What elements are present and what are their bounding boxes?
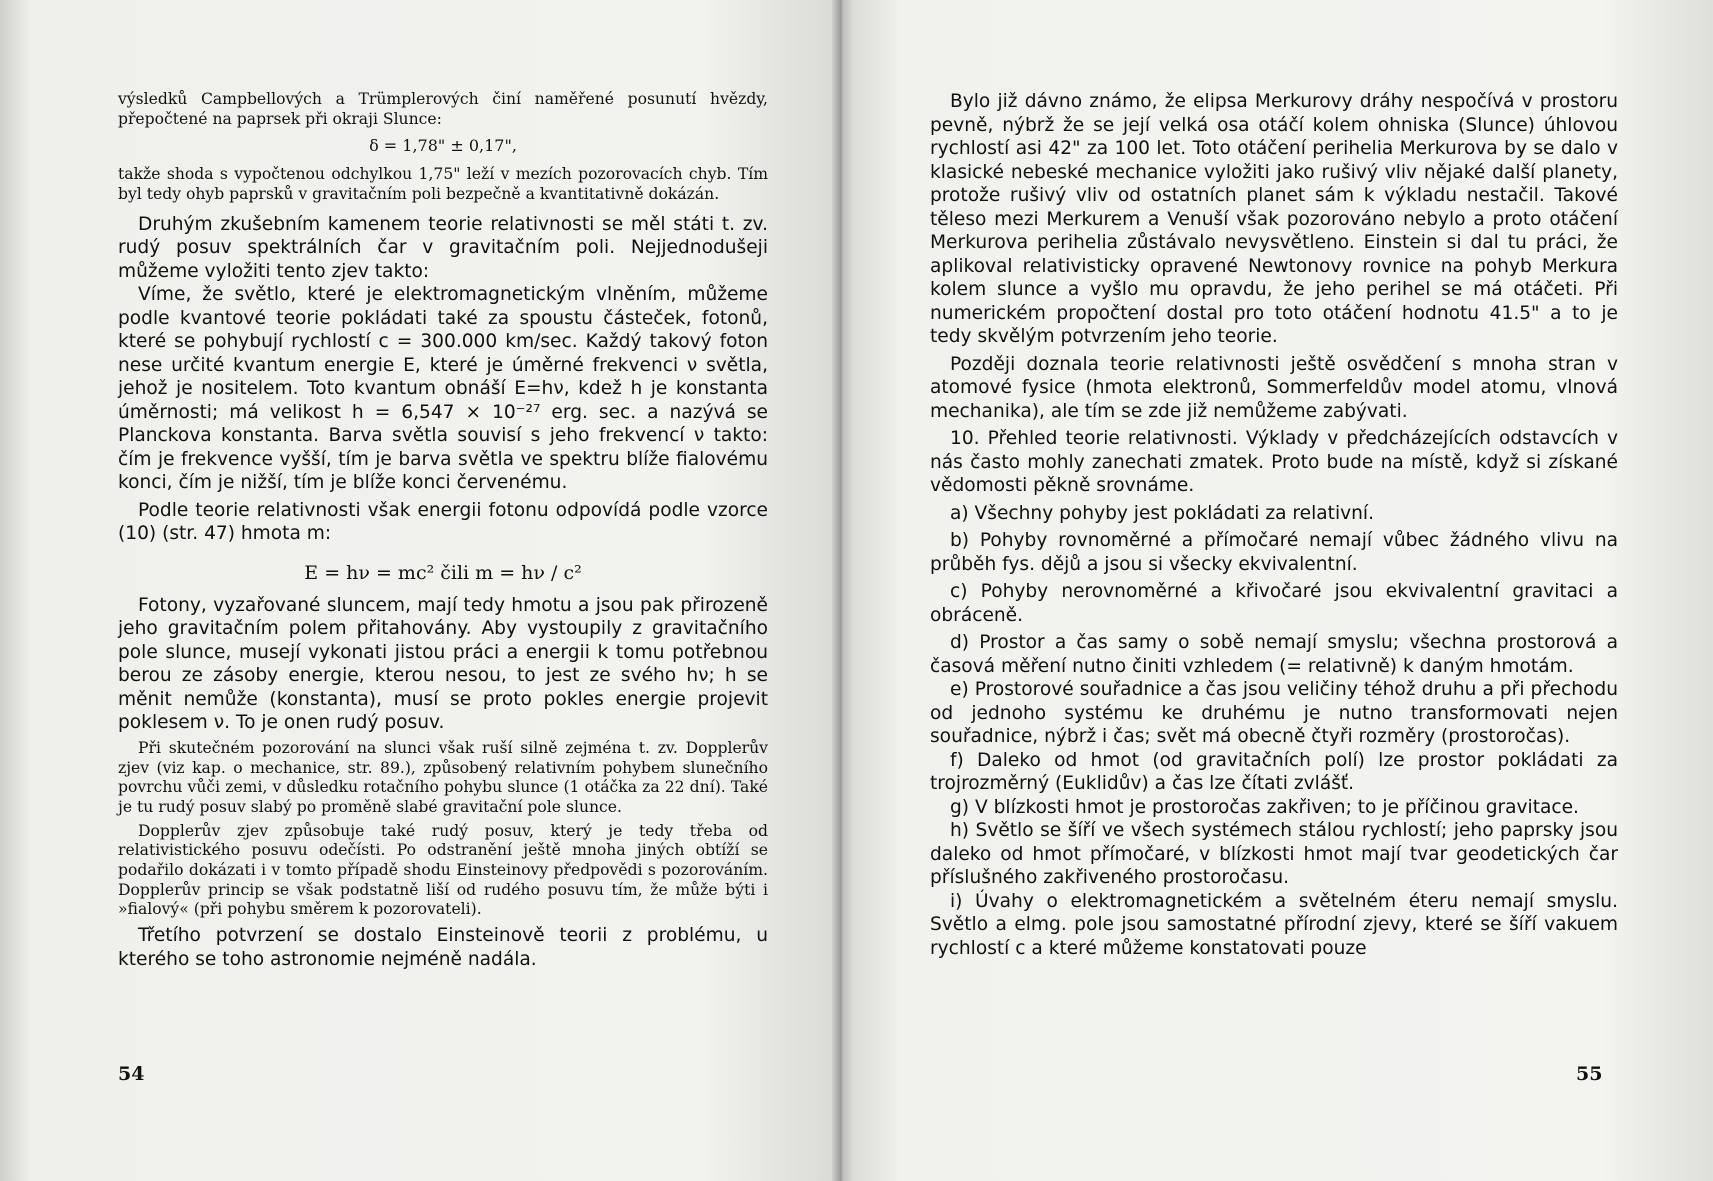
- list-item: f) Daleko od hmot (od gravitačních polí) lze prostor pokládati za trojrozměrný (Euklidův) a čas lze čítati zvlášť.: [930, 749, 1618, 794]
- list-item: a) Všechny pohyby jest pokládati za relativní.: [950, 502, 1374, 524]
- page-number: 54: [118, 1063, 145, 1085]
- right-page: [842, 0, 1713, 1181]
- formula: E = hν = mc² čili m = hν / c²: [304, 561, 582, 584]
- list-item: c) Pohyby nerovnoměrné a křivočaré jsou ekvivalentní gravitaci a obráceně.: [930, 581, 1618, 626]
- left-page-text: [118, 90, 768, 971]
- paragraph: Třetího potvrzení se dostalo Einsteinově teorii z problému, u kterého se toho astronomie nejméně nadála.: [118, 925, 768, 970]
- paragraph: takže shoda s vypočtenou odchylkou 1,75" leží v mezích pozorovacích chyb. Tím byl tedy ohyb paprsků v gravitačním poli bezpečně a kvantitativně dokázán.: [118, 165, 768, 204]
- list-item: i) Úvahy o elektromagnetickém a světelném éteru nemají smyslu. Světlo a elmg. pole jsou samostatné přírodní zjevy, které se šíří vakuem rychlostí c a které můžeme konstatovati pouze: [930, 890, 1618, 959]
- book-gutter: [832, 0, 852, 1181]
- paragraph: Druhým zkušebním kamenem teorie relativnosti se měl státi t. zv. rudý posuv spektrálních čar v gravitačním poli. Nejjednodušeji můžeme vyložiti tento zjev takto:: [118, 213, 768, 282]
- paragraph: Víme, že světlo, které je elektromagnetickým vlněním, můžeme podle kvantové teorie pokládati také za spoustu částeček, fotonů, které se pohybují rychlostí c = 300.000 km/sec. Každý takový foton nese určité kvantum energie E, které je úměrné frekvenci ν světla, jehož je nositelem. Toto kvantum obnáší E=hν, kdež h je konstanta úměrnosti; má velikost h = 6,547 × 10⁻²⁷ erg. sec. a nazývá se Planckova konstanta. Barva světla souvisí s jeho frekvencí ν takto: čím je frekvence vyšší, tím je barva světla ve spektru blíže fialovému konci, čím je nižší, tím je blíže konci červenému.: [118, 284, 768, 494]
- section-heading-paragraph: 10. Přehled teorie relativnosti. Výklady v předcházejících odstavcích v nás často mohly zanechati zmatek. Proto bude na místě, když si získané vědomosti pěkně srovnáme.: [930, 428, 1618, 496]
- paragraph: Fotony, vyzařované sluncem, mají tedy hmotu a jsou pak přirozeně jeho gravitačním polem přitahovány. Aby vystoupily z gravitačního pole slunce, musejí vykonati jistou práci a energii k tomu potřebnou berou ze zásoby energie, kterou nesou, to jest ze svého hν; h se měnit nemůže (konstanta), musí se proto pokles energie projevit poklesem ν. To je onen rudý posuv.: [118, 594, 768, 734]
- paragraph: Podle teorie relativnosti však energii fotonu odpovídá podle vzorce (10) (str. 47) hmota m:: [118, 499, 768, 545]
- paragraph: Dopplerův zjev způsobuje také rudý posuv, který je tedy třeba od relativistického posuvu odečísti. Po odstranění ještě mnoha jiných obtíží se podařilo dokázati i v tomto případě shodu Einsteinovy předpovědi s pozorováním. Dopplerův princip se však podstatně liší od rudého posuvu tím, že může býti i »fialový« (při pohybu směrem k pozorovateli).: [118, 821, 768, 919]
- formula: δ = 1,78" ± 0,17",: [369, 136, 517, 156]
- page-number: 55: [1576, 1063, 1603, 1085]
- list-item: h) Světlo se šíří ve všech systémech stálou rychlostí; jeho paprsky jsou daleko od hmot přímočaré, v blízkosti hmot mají tvar geodetických čar příslušného zakřiveného prostoročasu.: [930, 820, 1618, 888]
- list-item: g) V blízkosti hmot je prostoročas zakřiven; to je příčinou gravitace.: [950, 796, 1579, 818]
- paragraph: Při skutečném pozorování na slunci však ruší silně zejména t. zv. Dopplerův zjev (viz kap. o mechanice, str. 89.), způsobený relativním pohybem slunečního povrchu vůči zemi, v důsledku rotačního pohybu slunce (1 otáčka za 22 dní). Také je tu rudý posuv slabý po proměně slabé gravitační pole slunce.: [118, 738, 768, 816]
- left-page: [0, 0, 842, 1181]
- right-page-text: [930, 90, 1618, 960]
- list-item: d) Prostor a čas samy o sobě nemají smyslu; všechna prostorová a časová měření nutno činiti vzhledem (= relativně) k daným hmotám.: [930, 632, 1618, 677]
- paragraph: Bylo již dávno známo, že elipsa Merkurovy dráhy nespočívá v prostoru pevně, nýbrž že se její velká osa otáčí kolem ohniska (Slunce) úhlovou rychlostí asi 42" za 100 let. Toto otáčení perihelia Merkurova by se dalo v klasické nebeské mechanice vyložiti jako rušivý vliv nějaké další planety, protože rušivý vliv od ostatních planet sám k výkladu nestačil. Takové těleso mezi Merkurem a Venuší však pozorováno nebylo a proto otáčení Merkurova perihelia zůstávalo nevysvětleno. Einstein si dal tu práci, že aplikoval relativisticky opravené Newtonovy rovnice na pohyb Merkura kolem slunce a vyšlo mu opravdu, že jeho perihel se má otáčeti. Při numerickém propočtení dostal pro toto otáčení hodnotu 41.5" a to je tedy skvělým potvrzením jeho teorie.: [930, 91, 1618, 347]
- paragraph: výsledků Campbellových a Trümplerových činí naměřené posunutí hvězdy, přepočtené na paprsek při okraji Slunce:: [118, 90, 768, 128]
- list-item: e) Prostorové souřadnice a čas jsou veličiny téhož druhu a při přechodu od jednoho systému ke druhému je nutno transformovati nejen souřadnice, nýbrž i čas; svět má obecně čtyři rozměry (prostoročas).: [930, 679, 1618, 747]
- paragraph: Později doznala teorie relativnosti ještě osvědčení s mnoha stran v atomové fysice (hmota elektronů, Sommerfeldův model atomu, vlnová mechanika), ale tím se zde již nemůžeme zabývati.: [930, 353, 1618, 422]
- list-item: b) Pohyby rovnoměrné a přímočaré nemají vůbec žádného vlivu na průběh fys. dějů a jsou si všecky ekvivalentní.: [930, 530, 1618, 575]
